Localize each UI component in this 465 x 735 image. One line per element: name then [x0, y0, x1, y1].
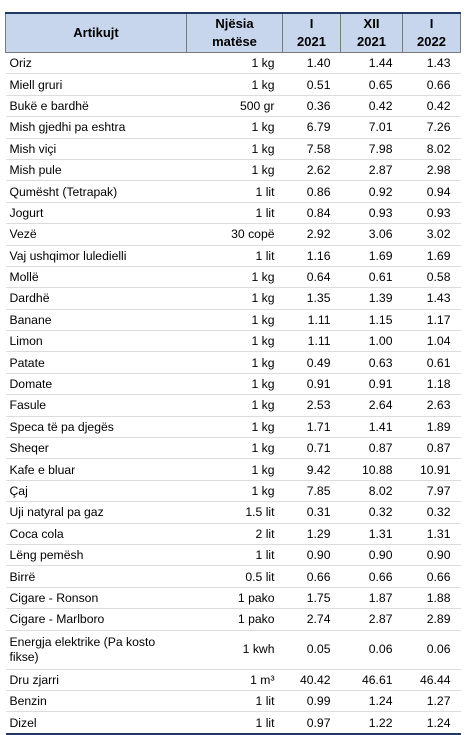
- unit-cell: 1 lit: [187, 712, 283, 734]
- price-jan-2022-cell: 2.63: [403, 395, 461, 416]
- header-unit-line1: Njësia: [215, 16, 254, 31]
- price-dec-2021-cell: 0.90: [341, 544, 403, 565]
- unit-cell: 1.5 lit: [187, 502, 283, 523]
- price-jan-2021-cell: 1.16: [283, 245, 341, 266]
- price-jan-2022-cell: 46.44: [403, 669, 461, 690]
- header-unit: [187, 13, 283, 53]
- table-header: [6, 13, 461, 53]
- price-dec-2021-cell: 1.24: [341, 690, 403, 711]
- price-jan-2021-cell: 1.11: [283, 309, 341, 330]
- table-row: [6, 117, 461, 138]
- price-jan-2021-cell: 1.11: [283, 331, 341, 352]
- table-row: [6, 74, 461, 95]
- table-row: [6, 587, 461, 608]
- table-row: [6, 523, 461, 544]
- price-dec-2021-cell: 0.42: [341, 95, 403, 116]
- item-name-cell: Limon: [6, 331, 187, 352]
- header-jan-2021: [283, 13, 341, 53]
- price-dec-2021-cell: 0.87: [341, 438, 403, 459]
- price-dec-2021-cell: 0.32: [341, 502, 403, 523]
- table-row: [6, 352, 461, 373]
- item-name-cell: Vaj ushqimor luledielli: [6, 245, 187, 266]
- price-jan-2021-cell: 1.75: [283, 587, 341, 608]
- unit-cell: 500 gr: [187, 95, 283, 116]
- price-jan-2021-cell: 1.40: [283, 53, 341, 74]
- table-row: [6, 288, 461, 309]
- price-jan-2021-cell: 0.49: [283, 352, 341, 373]
- table-row: [6, 712, 461, 734]
- unit-cell: 1 m³: [187, 669, 283, 690]
- price-jan-2021-cell: 0.31: [283, 502, 341, 523]
- price-jan-2022-cell: 0.90: [403, 544, 461, 565]
- price-jan-2021-cell: 0.51: [283, 74, 341, 95]
- item-name-cell: Sheqer: [6, 438, 187, 459]
- unit-cell: 1 kg: [187, 331, 283, 352]
- unit-cell: 30 copë: [187, 224, 283, 245]
- price-jan-2021-cell: 6.79: [283, 117, 341, 138]
- price-jan-2021-cell: 0.97: [283, 712, 341, 734]
- unit-cell: 1 lit: [187, 690, 283, 711]
- item-name-cell: Dardhë: [6, 288, 187, 309]
- price-jan-2021-cell: 2.62: [283, 159, 341, 180]
- item-name-cell: Lëng pemësh: [6, 544, 187, 565]
- item-name-cell: Domate: [6, 373, 187, 394]
- header-jan-2022-month: I: [429, 16, 434, 31]
- header-jan-2022: [403, 13, 461, 53]
- unit-cell: 1 kg: [187, 395, 283, 416]
- table-row: [6, 53, 461, 74]
- price-jan-2021-cell: 0.86: [283, 181, 341, 202]
- price-dec-2021-cell: 1.22: [341, 712, 403, 734]
- price-jan-2022-cell: 1.04: [403, 331, 461, 352]
- table-row: [6, 544, 461, 565]
- price-dec-2021-cell: 1.31: [341, 523, 403, 544]
- unit-cell: 1 lit: [187, 202, 283, 223]
- header-item-label: Artikujt: [73, 25, 119, 40]
- header-jan-2022-year: 2022: [417, 34, 446, 49]
- table-row: [6, 266, 461, 287]
- price-jan-2022-cell: 1.24: [403, 712, 461, 734]
- price-jan-2022-cell: 1.89: [403, 416, 461, 437]
- unit-cell: 1 lit: [187, 181, 283, 202]
- price-jan-2021-cell: 0.84: [283, 202, 341, 223]
- price-dec-2021-cell: 3.06: [341, 224, 403, 245]
- table-row: [6, 309, 461, 330]
- price-jan-2022-cell: 1.18: [403, 373, 461, 394]
- price-dec-2021-cell: 1.41: [341, 416, 403, 437]
- table-row: [6, 224, 461, 245]
- price-jan-2022-cell: 1.43: [403, 53, 461, 74]
- unit-cell: 1 kg: [187, 309, 283, 330]
- price-dec-2021-cell: 2.87: [341, 609, 403, 630]
- price-jan-2021-cell: 1.71: [283, 416, 341, 437]
- table-row: [6, 373, 461, 394]
- header-jan-2021-year: 2021: [297, 34, 326, 49]
- price-dec-2021-cell: 1.69: [341, 245, 403, 266]
- price-jan-2022-cell: 0.93: [403, 202, 461, 223]
- item-name-cell: Banane: [6, 309, 187, 330]
- table-row: [6, 138, 461, 159]
- item-name-cell: Cigare - Marlboro: [6, 609, 187, 630]
- price-jan-2022-cell: 0.32: [403, 502, 461, 523]
- item-name-cell: Qumësht (Tetrapak): [6, 181, 187, 202]
- price-jan-2021-cell: 0.99: [283, 690, 341, 711]
- price-jan-2022-cell: 0.61: [403, 352, 461, 373]
- unit-cell: 1 pako: [187, 609, 283, 630]
- item-name-cell: Benzin: [6, 690, 187, 711]
- price-table-container: [5, 12, 460, 735]
- price-dec-2021-cell: 0.61: [341, 266, 403, 287]
- price-dec-2021-cell: 2.64: [341, 395, 403, 416]
- table-row: [6, 395, 461, 416]
- item-name-cell: Speca të pa djegës: [6, 416, 187, 437]
- item-name-cell: Mish pule: [6, 159, 187, 180]
- header-unit-line2: matëse: [212, 34, 257, 49]
- price-dec-2021-cell: 10.88: [341, 459, 403, 480]
- price-dec-2021-cell: 46.61: [341, 669, 403, 690]
- price-dec-2021-cell: 0.66: [341, 566, 403, 587]
- price-jan-2021-cell: 0.91: [283, 373, 341, 394]
- item-name-cell: Coca cola: [6, 523, 187, 544]
- unit-cell: 1 kg: [187, 416, 283, 437]
- price-dec-2021-cell: 1.87: [341, 587, 403, 608]
- price-jan-2022-cell: 0.06: [403, 630, 461, 669]
- item-name-cell: Vezë: [6, 224, 187, 245]
- item-name-cell: Mollë: [6, 266, 187, 287]
- item-name-cell: Fasule: [6, 395, 187, 416]
- table-body: [6, 53, 461, 734]
- item-name-cell: Çaj: [6, 480, 187, 501]
- price-dec-2021-cell: 0.92: [341, 181, 403, 202]
- table-row: [6, 181, 461, 202]
- table-row: [6, 95, 461, 116]
- price-dec-2021-cell: 0.93: [341, 202, 403, 223]
- price-jan-2021-cell: 7.85: [283, 480, 341, 501]
- unit-cell: 1 kg: [187, 352, 283, 373]
- price-dec-2021-cell: 7.98: [341, 138, 403, 159]
- unit-cell: 1 kg: [187, 459, 283, 480]
- item-name-cell: Miell gruri: [6, 74, 187, 95]
- price-jan-2021-cell: 2.74: [283, 609, 341, 630]
- item-name-cell: Dizel: [6, 712, 187, 734]
- unit-cell: 1 lit: [187, 245, 283, 266]
- unit-cell: 1 kg: [187, 266, 283, 287]
- header-dec-2021: [341, 13, 403, 53]
- price-jan-2022-cell: 1.31: [403, 523, 461, 544]
- header-dec-2021-month: XII: [363, 16, 380, 31]
- price-dec-2021-cell: 7.01: [341, 117, 403, 138]
- price-jan-2022-cell: 0.66: [403, 74, 461, 95]
- table-row: [6, 245, 461, 266]
- price-table: [5, 12, 461, 735]
- price-jan-2022-cell: 0.94: [403, 181, 461, 202]
- item-name-cell: Uji natyral pa gaz: [6, 502, 187, 523]
- unit-cell: 1 kg: [187, 288, 283, 309]
- item-name-cell: Jogurt: [6, 202, 187, 223]
- table-row: [6, 159, 461, 180]
- unit-cell: 1 kg: [187, 159, 283, 180]
- price-jan-2022-cell: 0.66: [403, 566, 461, 587]
- price-jan-2022-cell: 0.42: [403, 95, 461, 116]
- table-row: [6, 609, 461, 630]
- item-name-cell: Energja elektrike (Pa kosto fikse): [6, 630, 187, 669]
- price-dec-2021-cell: 1.00: [341, 331, 403, 352]
- price-jan-2021-cell: 2.92: [283, 224, 341, 245]
- price-jan-2022-cell: 0.87: [403, 438, 461, 459]
- table-row: [6, 480, 461, 501]
- price-jan-2022-cell: 1.17: [403, 309, 461, 330]
- price-jan-2021-cell: 7.58: [283, 138, 341, 159]
- price-jan-2022-cell: 7.26: [403, 117, 461, 138]
- table-row: [6, 502, 461, 523]
- item-name-cell: Mish gjedhi pa eshtra: [6, 117, 187, 138]
- price-jan-2021-cell: 0.90: [283, 544, 341, 565]
- header-dec-2021-year: 2021: [357, 34, 386, 49]
- unit-cell: 1 kg: [187, 438, 283, 459]
- table-row: [6, 630, 461, 669]
- price-jan-2021-cell: 0.71: [283, 438, 341, 459]
- price-jan-2022-cell: 1.69: [403, 245, 461, 266]
- unit-cell: 1 kg: [187, 373, 283, 394]
- price-jan-2021-cell: 1.29: [283, 523, 341, 544]
- item-name-cell: Dru zjarri: [6, 669, 187, 690]
- table-row: [6, 438, 461, 459]
- price-jan-2021-cell: 40.42: [283, 669, 341, 690]
- table-row: [6, 202, 461, 223]
- header-item: [6, 13, 187, 53]
- price-dec-2021-cell: 0.63: [341, 352, 403, 373]
- price-jan-2021-cell: 0.64: [283, 266, 341, 287]
- price-jan-2022-cell: 0.58: [403, 266, 461, 287]
- price-dec-2021-cell: 1.15: [341, 309, 403, 330]
- table-row: [6, 416, 461, 437]
- item-name-cell: Birrë: [6, 566, 187, 587]
- table-row: [6, 331, 461, 352]
- unit-cell: 1 pako: [187, 587, 283, 608]
- price-dec-2021-cell: 1.39: [341, 288, 403, 309]
- unit-cell: 1 kg: [187, 480, 283, 501]
- price-jan-2021-cell: 0.36: [283, 95, 341, 116]
- unit-cell: 0.5 lit: [187, 566, 283, 587]
- price-dec-2021-cell: 0.91: [341, 373, 403, 394]
- price-dec-2021-cell: 0.06: [341, 630, 403, 669]
- price-jan-2021-cell: 2.53: [283, 395, 341, 416]
- price-jan-2022-cell: 10.91: [403, 459, 461, 480]
- price-jan-2022-cell: 1.88: [403, 587, 461, 608]
- item-name-cell: Kafe e bluar: [6, 459, 187, 480]
- table-row: [6, 566, 461, 587]
- table-row: [6, 669, 461, 690]
- item-name-cell: Mish viçi: [6, 138, 187, 159]
- item-name-cell: Oriz: [6, 53, 187, 74]
- price-jan-2022-cell: 2.89: [403, 609, 461, 630]
- price-jan-2022-cell: 1.43: [403, 288, 461, 309]
- item-name-cell: Patate: [6, 352, 187, 373]
- price-jan-2021-cell: 0.66: [283, 566, 341, 587]
- price-jan-2021-cell: 9.42: [283, 459, 341, 480]
- unit-cell: 2 lit: [187, 523, 283, 544]
- price-dec-2021-cell: 1.44: [341, 53, 403, 74]
- table-row: [6, 459, 461, 480]
- price-jan-2022-cell: 2.98: [403, 159, 461, 180]
- price-jan-2021-cell: 0.05: [283, 630, 341, 669]
- unit-cell: 1 kg: [187, 117, 283, 138]
- unit-cell: 1 lit: [187, 544, 283, 565]
- unit-cell: 1 kwh: [187, 630, 283, 669]
- unit-cell: 1 kg: [187, 53, 283, 74]
- item-name-cell: Cigare - Ronson: [6, 587, 187, 608]
- price-jan-2022-cell: 8.02: [403, 138, 461, 159]
- price-jan-2022-cell: 1.27: [403, 690, 461, 711]
- table-row: [6, 690, 461, 711]
- item-name-cell: Bukë e bardhë: [6, 95, 187, 116]
- price-dec-2021-cell: 8.02: [341, 480, 403, 501]
- price-dec-2021-cell: 2.87: [341, 159, 403, 180]
- price-jan-2022-cell: 7.97: [403, 480, 461, 501]
- price-jan-2021-cell: 1.35: [283, 288, 341, 309]
- unit-cell: 1 kg: [187, 138, 283, 159]
- header-jan-2021-month: I: [309, 16, 314, 31]
- price-dec-2021-cell: 0.65: [341, 74, 403, 95]
- price-jan-2022-cell: 3.02: [403, 224, 461, 245]
- unit-cell: 1 kg: [187, 74, 283, 95]
